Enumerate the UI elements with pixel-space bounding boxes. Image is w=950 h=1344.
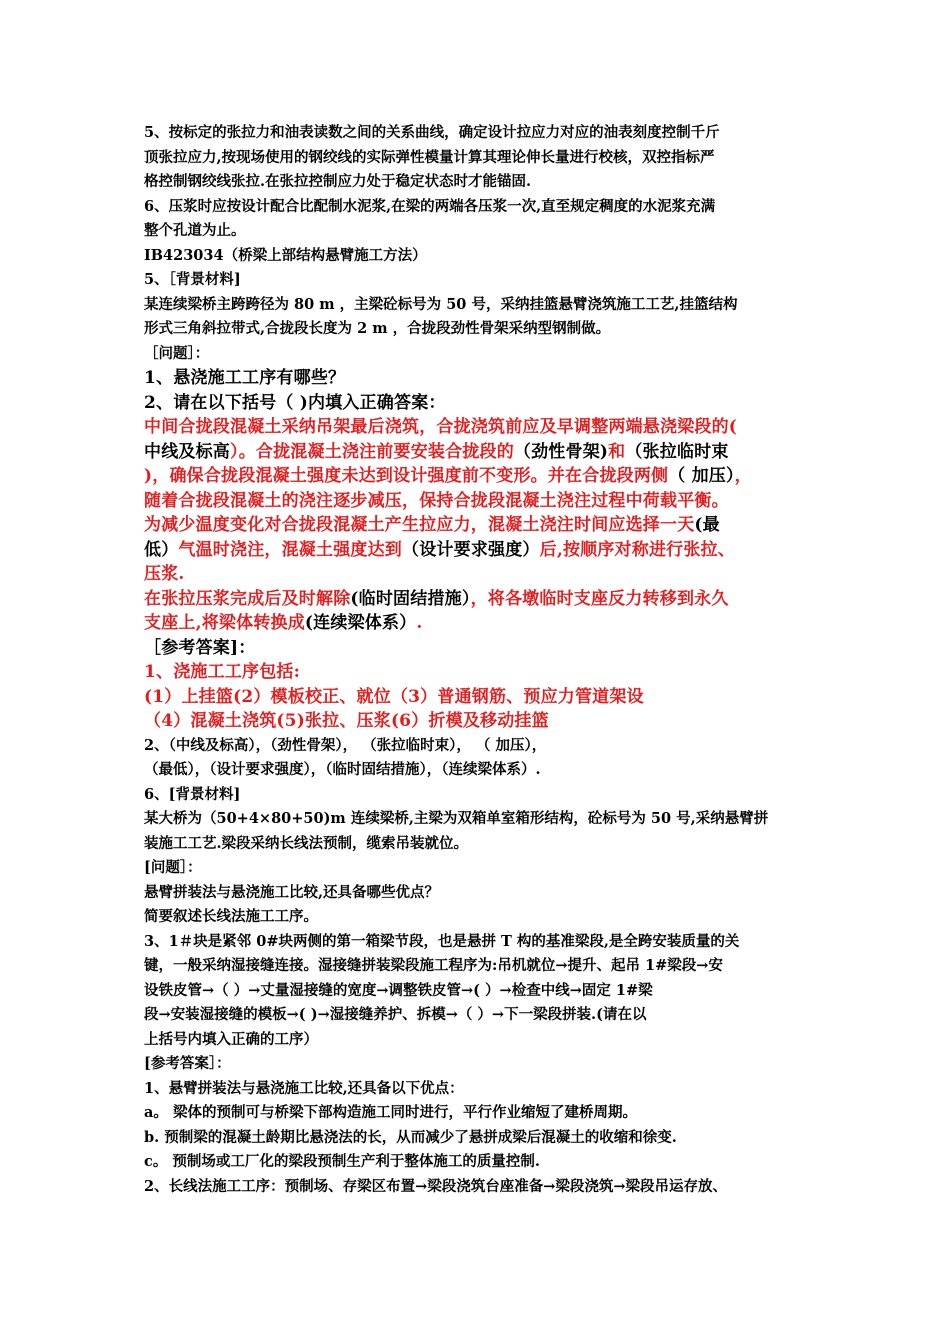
red-text-segment: 1、浇施工工序包括: — [144, 662, 301, 682]
text-line — [144, 979, 824, 1004]
text-segment: 6、[背景材料] — [144, 785, 241, 803]
text-line — [144, 562, 824, 587]
text-line — [144, 660, 824, 685]
text-segment: ［参考答案]： — [144, 637, 256, 658]
red-text-segment: ， — [734, 466, 752, 486]
text-segment: 形式三角斜拉带式,合拢段长度为 2 m ，合拢段劲性骨架采纳型钢制做。 — [144, 320, 611, 337]
text-line — [144, 832, 824, 857]
text-line — [144, 268, 824, 293]
red-text-segment: ，将各墩临时支座反力转移到永久 — [470, 588, 729, 609]
text-line — [144, 1003, 824, 1028]
text-segment: 段→安装湿接缝的模板→( )→湿接缝养护、拆模→（ ）→下一梁段拼装.(请在以 — [144, 1006, 647, 1023]
text-line — [144, 317, 824, 342]
text-line — [144, 146, 824, 171]
text-segment: （劲性骨架) — [513, 441, 609, 462]
text-line — [144, 734, 824, 759]
text-line — [144, 587, 824, 612]
text-segment: [参考答案］： — [144, 1055, 231, 1072]
red-text-segment: 为减少温度变化对合拢段混凝土产生拉应力，混凝土浇注时间应选择一天 — [144, 515, 695, 535]
text-line — [144, 195, 824, 220]
text-segment: 装施工工艺.梁段采纳长线法预制，缆索吊装就位。 — [144, 834, 469, 852]
text-segment: 顶张拉应力,按现场使用的钢绞线的实际弹性模量计算其理论伸长量进行校核，双控指标严 — [144, 148, 715, 166]
text-segment: 2、（中线及标高），（劲性骨架）， （张拉临时束）， （ 加压）， — [144, 736, 547, 754]
text-segment: 5、按标定的张拉力和油表读数之间的关系曲线，确定设计拉应力对应的油表刻度控制千斤 — [144, 124, 720, 141]
text-line — [144, 807, 824, 832]
text-line — [144, 1077, 824, 1102]
text-line — [144, 1101, 824, 1126]
text-line — [144, 391, 824, 416]
text-segment: 低） — [144, 539, 179, 560]
text-line — [144, 219, 824, 244]
red-text-segment: 中间合拢段混凝土采纳吊架最后浇筑，合拢浇筑前应及早调整两端悬浇梁段的( — [144, 417, 738, 437]
text-line — [144, 342, 824, 367]
text-line — [144, 636, 824, 661]
text-segment: 中线及标高 — [144, 441, 230, 462]
text-line — [144, 440, 824, 465]
text-line — [144, 954, 824, 979]
text-line — [144, 366, 824, 391]
text-line — [144, 244, 824, 269]
text-segment: a。 梁体的预制可与桥梁下部构造施工同时进行，平行作业缩短了建桥周期。 — [144, 1104, 637, 1121]
red-text-segment: 随着合拢段混凝土的浇注逐步减压，保持合拢段混凝土浇注过程中荷载平衡。 — [144, 490, 729, 511]
text-line — [144, 538, 824, 563]
text-segment: （ 加压） — [668, 466, 735, 486]
text-segment: 整个孔道为止。 — [144, 222, 246, 239]
red-text-segment: 气温时浇注，混凝土强度达到 — [178, 539, 403, 560]
red-text-segment: (1）上挂篮(2）模板校正、就位（3）普通钢筋、预应力管道架设 — [144, 686, 644, 707]
text-line — [144, 758, 824, 783]
text-line — [144, 464, 824, 489]
text-line — [144, 611, 824, 636]
red-text-segment: 和 — [608, 441, 626, 462]
text-line — [144, 1150, 824, 1175]
text-line — [144, 709, 824, 734]
text-line — [144, 513, 824, 538]
text-segment: 设铁皮管→（ ）→丈量湿接缝的宽度→调整铁皮管→( ）→检查中线→固定 1#梁 — [144, 981, 653, 999]
text-segment: 某连续梁桥主跨跨径为 80 m ，主梁砼标号为 50 号，采纳挂篮悬臂浇筑施工工艺,挂篮结构 — [144, 295, 738, 313]
text-line — [144, 881, 824, 906]
text-segment: 悬臂拼装法与悬浇施工比较,还具备哪些优点？ — [144, 883, 440, 901]
text-segment: (连续梁体系） — [304, 613, 417, 633]
text-segment: 1、悬浇施工工序有哪些？ — [144, 368, 346, 388]
text-line — [144, 1175, 824, 1200]
text-segment: （设计要求强度） — [402, 539, 540, 560]
text-line — [144, 170, 824, 195]
red-text-segment: （4）混凝土浇筑(5)张拉、压浆(6）折模及移动挂篮 — [144, 711, 549, 731]
text-segment: IB423034（桥梁上部结构悬臂施工方法） — [144, 246, 427, 264]
text-segment: [问题］： — [144, 859, 202, 876]
text-line — [144, 1126, 824, 1151]
text-segment: 2、请在以下括号（ )内填入正确答案： — [144, 392, 446, 413]
text-segment: c。 预制场或工厂化的梁段预制生产利于整体施工的质量控制. — [144, 1153, 540, 1170]
text-line — [144, 293, 824, 318]
red-text-segment: 支座上,将梁体转换成 — [144, 613, 305, 633]
text-segment: 某大桥为（50+4×80+50)m 连续梁桥,主梁为双箱单室箱形结构，砼标号为 50 号,采纳悬臂拼 — [144, 810, 769, 827]
red-text-segment: )，确保合拢段混凝土强度未达到设计强度前不变形。并在合拢段两侧 — [144, 466, 669, 486]
text-line — [144, 930, 824, 955]
text-segment: 键，一般采纳湿接缝连接。湿接缝拼装梁段施工程序为:吊机就位→提升、起吊 1#梁段→安 — [144, 957, 723, 974]
text-segment: （最低），（设计要求强度），（临时固结措施），（连续梁体系）. — [144, 761, 541, 778]
text-segment: 1、悬臂拼装法与悬浇施工比较,还具备以下优点： — [144, 1079, 464, 1097]
text-segment: 简要叙述长线法施工工序。 — [144, 908, 318, 925]
text-line — [144, 121, 824, 146]
text-line — [144, 1052, 824, 1077]
text-segment: (最 — [694, 515, 720, 535]
text-segment: 3、1＃块是紧邻 0#块两侧的第一箱梁节段，也是悬拼 T 构的基准梁段,是全跨安装质量的关 — [144, 932, 740, 950]
red-text-segment: 压浆. — [144, 564, 185, 584]
text-line — [144, 783, 824, 808]
red-text-segment: . — [416, 613, 423, 633]
red-text-segment: ）。合拢混凝土浇注前要安装合拢段的 — [230, 441, 514, 462]
text-line — [144, 415, 824, 440]
text-segment: b. 预制梁的混凝土龄期比悬浇法的长，从而减少了悬拼成梁后混凝土的收缩和徐变. — [144, 1128, 677, 1146]
text-line — [144, 489, 824, 514]
text-segment: (临时固结措施） — [350, 588, 471, 609]
text-segment: 格控制钢绞线张拉.在张拉控制应力处于稳定状态时才能锚固. — [144, 173, 532, 190]
red-text-segment: 在张拉压浆完成后及时解除 — [144, 588, 351, 609]
text-line — [144, 1028, 824, 1053]
text-segment: 5、［背景材料] — [144, 271, 241, 288]
text-line — [144, 905, 824, 930]
text-segment: 6、压浆时应按设计配合比配制水泥浆,在梁的两端各压浆一次,直至规定稠度的水泥浆充满 — [144, 197, 716, 215]
text-segment: （张拉临时束 — [625, 441, 729, 462]
text-segment: ［问题］： — [144, 344, 210, 362]
text-segment: 2、长线法施工工序：预制场、存梁区布置→梁段浇筑台座准备→梁段浇筑→梁段吊运存放、 — [144, 1177, 728, 1195]
text-line — [144, 856, 824, 881]
document-page — [144, 121, 824, 1199]
text-segment: 上括号内填入正确的工序） — [144, 1030, 318, 1048]
red-text-segment: 后,按顺序对称进行张拉、 — [539, 539, 735, 560]
text-line — [144, 685, 824, 710]
